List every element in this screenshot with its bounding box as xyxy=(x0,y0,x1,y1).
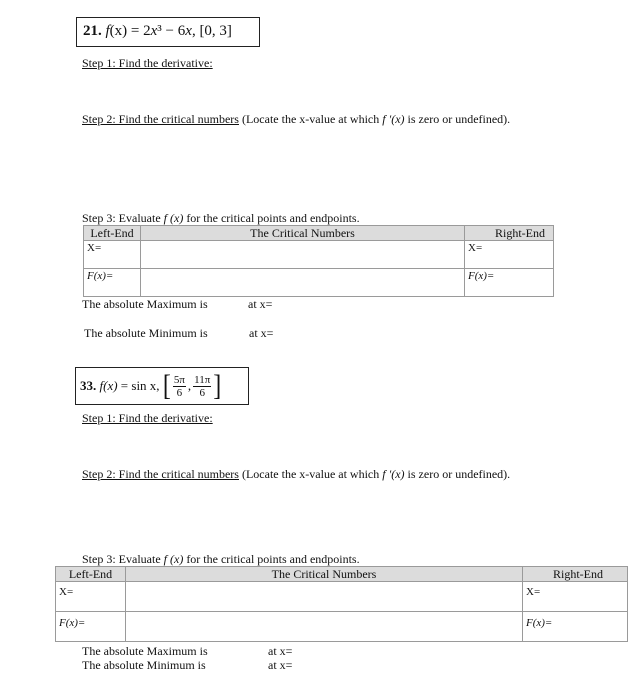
absolute-min-label: The absolute Minimum is xyxy=(82,658,206,672)
step2-label: Step 2: Find the critical numbers xyxy=(82,112,239,126)
problem-number: 33. xyxy=(80,378,97,393)
function-expression: (x) = 2 xyxy=(109,23,151,39)
problem-21-statement xyxy=(76,17,260,47)
step2-heading xyxy=(82,467,510,482)
cell-critical-x[interactable] xyxy=(141,241,465,269)
step3-text-end: for the critical points and endpoints. xyxy=(183,211,360,225)
x-label: X= xyxy=(59,586,74,598)
fraction-numerator: 5π xyxy=(173,373,185,386)
bracket-close: ] xyxy=(213,369,222,403)
absolute-max-label: The absolute Maximum is xyxy=(82,644,208,658)
step2-fprime: f ′(x) xyxy=(382,112,405,126)
step3-text-end: for the critical points and endpoints. xyxy=(183,552,360,566)
problem-33-statement xyxy=(75,367,249,405)
step2-fprime: f ′(x) xyxy=(382,467,405,481)
evaluation-table xyxy=(83,225,554,297)
step3-fx: f (x) xyxy=(163,211,184,225)
step2-text-end: is zero or undefined). xyxy=(404,112,511,126)
absolute-min-label: The absolute Minimum is xyxy=(84,326,208,340)
cell-right-x[interactable] xyxy=(465,241,554,269)
header-left-end: Left-End xyxy=(56,567,126,582)
step2-text: (Locate the x-value at which xyxy=(238,467,383,481)
fraction-right xyxy=(193,374,211,399)
step3-heading xyxy=(82,552,360,567)
cell-left-x[interactable] xyxy=(56,582,126,612)
cell-left-x[interactable] xyxy=(84,241,141,269)
fraction-left xyxy=(173,374,186,399)
absolute-min-at: at x= xyxy=(268,658,293,672)
step3-text: Step 3: Evaluate xyxy=(82,211,164,225)
cell-right-fx[interactable] xyxy=(465,269,554,297)
step2-label: Step 2: Find the critical numbers xyxy=(82,467,239,481)
absolute-max-label: The absolute Maximum is xyxy=(82,297,208,311)
step1-heading: Step 1: Find the derivative: xyxy=(82,56,213,70)
fraction-denominator: 6 xyxy=(176,386,183,399)
fx-label: F(x)= xyxy=(468,270,495,282)
bracket-open: [ xyxy=(162,369,171,403)
cell-left-fx[interactable] xyxy=(84,269,141,297)
x-label: X= xyxy=(87,242,102,254)
evaluation-table xyxy=(55,566,628,642)
header-critical-numbers: The Critical Numbers xyxy=(126,567,523,582)
step3-fx: f (x) xyxy=(163,552,184,566)
step2-text: (Locate the x-value at which xyxy=(238,112,383,126)
fraction-numerator: 11π xyxy=(194,373,211,386)
cell-critical-fx[interactable] xyxy=(141,269,465,297)
fraction-denominator: 6 xyxy=(199,386,205,399)
x-label: X= xyxy=(468,242,483,254)
cell-critical-fx[interactable] xyxy=(126,612,523,642)
header-right-end: Right-End xyxy=(465,226,554,241)
problem-number: 21. xyxy=(83,23,102,39)
exponent: ³ xyxy=(157,23,162,39)
step3-heading xyxy=(82,211,360,226)
step2-text-end: is zero or undefined). xyxy=(404,467,511,481)
header-left-end: Left-End xyxy=(84,226,141,241)
fx-label: F(x)= xyxy=(59,617,86,629)
variable: x xyxy=(150,23,158,39)
header-right-end: Right-End xyxy=(523,567,628,582)
absolute-max-at: at x= xyxy=(248,297,273,311)
variable: x xyxy=(185,23,192,39)
fx-label: F(x)= xyxy=(526,617,553,629)
function-term: − 6 xyxy=(161,23,186,39)
x-label: X= xyxy=(526,586,541,598)
absolute-min-at: at x= xyxy=(249,326,274,340)
cell-right-x[interactable] xyxy=(523,582,628,612)
step2-heading xyxy=(82,112,510,127)
fx-label: F(x)= xyxy=(87,270,114,282)
function-name: f(x) xyxy=(99,378,118,393)
interval: , [0, 3] xyxy=(191,23,232,39)
cell-left-fx[interactable] xyxy=(56,612,126,642)
step3-text: Step 3: Evaluate xyxy=(82,552,164,566)
equals-sign: = xyxy=(120,378,129,393)
cell-right-fx[interactable] xyxy=(523,612,628,642)
interval-comma: , xyxy=(187,378,192,393)
absolute-max-at: at x= xyxy=(268,644,293,658)
header-critical-numbers: The Critical Numbers xyxy=(141,226,465,241)
step1-heading: Step 1: Find the derivative: xyxy=(82,411,213,425)
cell-critical-x[interactable] xyxy=(126,582,523,612)
function-expression: sin x, xyxy=(131,378,160,393)
function-name: f xyxy=(105,23,110,39)
